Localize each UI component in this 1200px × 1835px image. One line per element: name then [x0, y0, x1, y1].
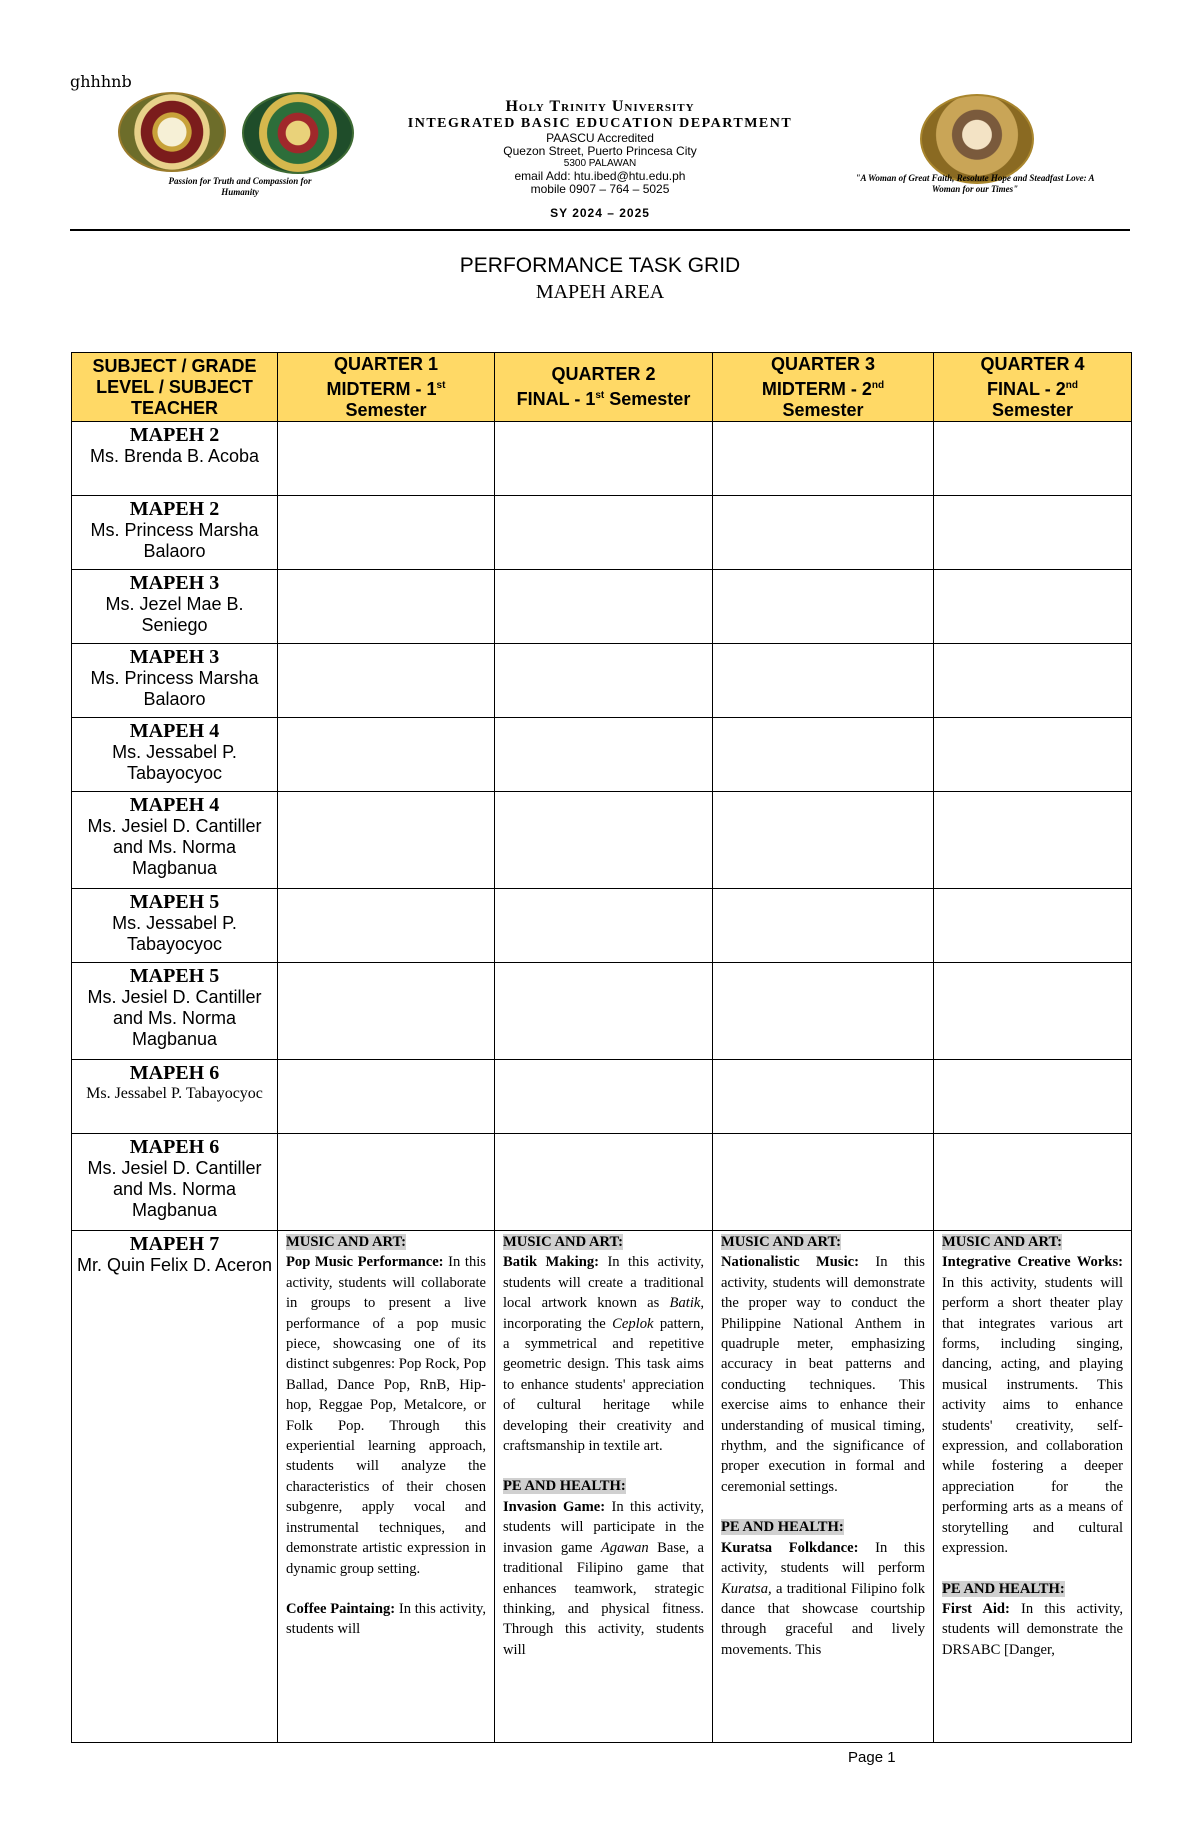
q1-cell	[278, 718, 495, 792]
subject-code: MAPEH 4	[129, 720, 220, 742]
task-description: In this activity, students will create a traditional local artwork known as	[503, 1254, 704, 1312]
q1-cell	[278, 1134, 495, 1231]
q4-sem: Semester	[991, 399, 1074, 420]
q1-term: MIDTERM - 1	[326, 378, 437, 399]
table-row	[72, 792, 1132, 889]
q1-sem: Semester	[345, 399, 427, 420]
left-motto: Passion for Truth and Compassion for Humanity	[168, 176, 312, 197]
task-term: Agawan	[600, 1539, 649, 1556]
q4-cell	[934, 496, 1132, 570]
teacher-name: Ms. Jesiel D. Cantiller and Ms. Norma Magbanua	[87, 987, 262, 1049]
q3-term: MIDTERM - 2	[761, 378, 872, 399]
task-title: Coffee Paintaing:	[286, 1600, 396, 1617]
column-header-quarter-2	[495, 353, 713, 422]
postal-address: 5300 PALAWAN	[563, 158, 637, 169]
table-row	[72, 889, 1132, 963]
table-header-row	[72, 353, 1132, 422]
teacher-name: Ms. Jessabel P. Tabayocyoc	[86, 1085, 263, 1102]
q4-sup: nd	[1065, 379, 1078, 391]
table-row	[72, 570, 1132, 644]
street-address: Quezon Street, Puerto Princesa City	[503, 144, 697, 158]
task-description: Base, a traditional Filipino game that enhances teamwork, strategic thinking, and physical fitness. Through this activity, students will	[503, 1539, 704, 1658]
table-row	[72, 422, 1132, 496]
q1-cell	[278, 889, 495, 963]
teacher-name: Ms. Jesiel D. Cantiller and Ms. Norma Magbanua	[87, 1158, 262, 1220]
table-row-mapeh-7	[72, 1231, 1132, 1743]
q1-cell	[278, 644, 495, 718]
task-description: In this activity, students will demonstrate the proper way to conduct the Philippine National Anthem in quadruple meter, emphasizing accuracy in beat patterns and conducting techniques. This exercise aims to enhance their understanding of musical timing, rhythm, and the significance of proper execution in formal and ceremonial settings.	[721, 1254, 925, 1495]
q3-sup: nd	[871, 379, 885, 391]
task-description: incorporating the	[503, 1315, 613, 1332]
task-term: Kuratsa,	[721, 1580, 772, 1597]
column-header-subject: SUBJECT / GRADE LEVEL / SUBJECT TEACHER	[72, 353, 278, 422]
task-title: Kuratsa Folkdance:	[721, 1539, 859, 1556]
q1-cell	[278, 963, 495, 1060]
subject-cell	[72, 1134, 278, 1231]
music-art-label: MUSIC AND ART:	[503, 1234, 624, 1250]
university-seal-icon	[118, 92, 226, 172]
q1-cell	[278, 1060, 495, 1134]
subject-cell	[72, 718, 278, 792]
teacher-name: Ms. Jessabel P. Tabayocyoc	[112, 742, 237, 783]
teacher-name: Ms. Jezel Mae B. Seniego	[105, 594, 244, 635]
table-row	[72, 644, 1132, 718]
q2-cell	[495, 1134, 713, 1231]
page-title: PERFORMANCE TASK GRID	[459, 254, 741, 277]
music-art-label: MUSIC AND ART:	[942, 1234, 1063, 1250]
q4-cell	[934, 644, 1132, 718]
task-description: In this activity, students will	[286, 1600, 486, 1638]
teacher-name: Mr. Quin Felix D. Aceron	[76, 1255, 273, 1275]
subject-cell	[72, 570, 278, 644]
subject-cell	[72, 963, 278, 1060]
task-description: a traditional Filipino folk dance that showcase courtship through graceful and lively movements. This	[721, 1580, 925, 1658]
q1-label: QUARTER 1	[333, 353, 438, 374]
q4-label: QUARTER 4	[980, 353, 1085, 374]
q3-sem: Semester	[782, 399, 864, 420]
pe-health-label: PE AND HEALTH:	[942, 1580, 1065, 1597]
column-header-quarter-4	[934, 353, 1132, 422]
patron-portrait-icon	[920, 94, 1034, 184]
subject-code: MAPEH 2	[129, 498, 220, 520]
q2-cell	[495, 422, 713, 496]
subject-code: MAPEH 3	[129, 646, 220, 668]
q2-task-cell	[495, 1231, 713, 1743]
q3-cell	[713, 792, 934, 889]
q2-term: FINAL - 1	[516, 389, 596, 409]
university-name: Holy Trinity University	[505, 98, 695, 115]
q2-label: QUARTER 2	[551, 364, 656, 384]
task-title: Pop Music Performance:	[286, 1254, 444, 1271]
q3-cell	[713, 496, 934, 570]
subject-code: MAPEH 5	[129, 891, 220, 913]
q3-cell	[713, 1060, 934, 1134]
subject-code: MAPEH 2	[129, 424, 220, 446]
page-number: Page 1	[848, 1749, 896, 1766]
q4-cell	[934, 792, 1132, 889]
q2-cell	[495, 570, 713, 644]
q2-cell	[495, 792, 713, 889]
subject-cell	[72, 1231, 278, 1743]
q2-cell	[495, 644, 713, 718]
q4-cell	[934, 889, 1132, 963]
q4-task-cell	[934, 1231, 1132, 1743]
subject-cell	[72, 792, 278, 889]
q1-cell	[278, 422, 495, 496]
column-header-quarter-1	[278, 353, 495, 422]
task-title: Integrative Creative Works:	[942, 1254, 1123, 1271]
teacher-name: Ms. Princess Marsha Balaoro	[90, 520, 259, 561]
q2-cell	[495, 889, 713, 963]
q4-cell	[934, 570, 1132, 644]
task-description: In this activity, students will demonstrate the DRSABC [Danger,	[942, 1600, 1123, 1658]
school-year: SY 2024 – 2025	[550, 206, 650, 220]
q4-cell	[934, 1060, 1132, 1134]
task-title: Nationalistic Music:	[721, 1254, 859, 1271]
table-row	[72, 1060, 1132, 1134]
q2-sup: st	[595, 390, 605, 401]
right-motto: "A Woman of Great Faith, Resolute Hope and Steadfast Love: A Woman for our Times"	[855, 173, 1095, 194]
task-term: Ceplok	[612, 1315, 654, 1332]
task-description: pattern, a symmetrical and repetitive geometric design. This task aims to enhance students' appreciation of cultural heritage while developing their creativity and craftsmanship in textile art.	[503, 1315, 704, 1455]
header-divider	[70, 229, 1130, 231]
q1-task-cell	[278, 1231, 495, 1743]
page-subtitle: MAPEH AREA	[535, 281, 665, 303]
q3-label: QUARTER 3	[770, 353, 875, 374]
q2-cell	[495, 496, 713, 570]
task-description: In this activity, students will participate in the invasion game	[503, 1498, 704, 1556]
pe-health-label: PE AND HEALTH:	[503, 1478, 626, 1495]
q3-task-cell	[713, 1231, 934, 1743]
subject-code: MAPEH 5	[129, 965, 220, 987]
subject-code: MAPEH 7	[129, 1233, 220, 1255]
letterhead	[390, 98, 810, 220]
task-title: First Aid:	[942, 1600, 1010, 1617]
subject-cell	[72, 644, 278, 718]
teacher-name: Ms. Princess Marsha Balaoro	[90, 668, 259, 709]
q3-cell	[713, 422, 934, 496]
task-title: Invasion Game:	[503, 1498, 606, 1515]
department-name: INTEGRATED BASIC EDUCATION DEPARTMENT	[407, 116, 793, 131]
corner-text: ghhhnb	[70, 72, 132, 91]
task-description: In this activity, students will perform a short theater play that integrates various art forms, including singing, dancing, acting, and playing musical instruments. This activity aims to enhance students' creativity, self-expression, and collaboration while fostering a deeper appreciation for the performing arts as a means of storytelling and cultural expression.	[942, 1274, 1123, 1557]
table-row	[72, 1134, 1132, 1231]
subject-cell	[72, 1060, 278, 1134]
q3-cell	[713, 1134, 934, 1231]
teacher-name: Ms. Jesiel D. Cantiller and Ms. Norma Magbanua	[87, 816, 262, 878]
q3-cell	[713, 570, 934, 644]
teacher-name: Ms. Jessabel P. Tabayocyoc	[112, 913, 237, 954]
subject-code: MAPEH 6	[129, 1062, 220, 1084]
table-row	[72, 718, 1132, 792]
q1-sup: st	[436, 379, 446, 391]
q4-term: FINAL - 2	[987, 378, 1066, 399]
q1-cell	[278, 792, 495, 889]
subject-cell	[72, 496, 278, 570]
q3-cell	[713, 889, 934, 963]
task-description: In this activity, students will perform	[721, 1539, 925, 1577]
q3-cell	[713, 718, 934, 792]
subject-code: MAPEH 6	[129, 1136, 220, 1158]
q2-sem: Semester	[609, 389, 691, 409]
q1-cell	[278, 496, 495, 570]
mobile-number: mobile 0907 – 764 – 5025	[530, 182, 670, 196]
q2-cell	[495, 963, 713, 1060]
q2-cell	[495, 718, 713, 792]
column-header-quarter-3	[713, 353, 934, 422]
table-row	[72, 963, 1132, 1060]
q2-cell	[495, 1060, 713, 1134]
subject-cell	[72, 422, 278, 496]
q3-cell	[713, 644, 934, 718]
music-art-label: MUSIC AND ART:	[721, 1234, 842, 1250]
q3-cell	[713, 963, 934, 1060]
q1-cell	[278, 570, 495, 644]
subject-code: MAPEH 3	[129, 572, 220, 594]
subject-code: MAPEH 4	[129, 794, 220, 816]
q4-cell	[934, 963, 1132, 1060]
task-description: In this activity, students will collaborate in groups to present a live performance of a pop music piece, showcasing one of its distinct subgenres: Pop Rock, Pop Ballad, Dance Pop, RnB, Hip-hop, Reggae Pop, Metalcore, or Folk Pop. Through this experiential learning approach, students will analyze the characteristics of their chosen subgenre, apply vocal and instrumental techniques, and demonstrate artistic expression in dynamic group setting.	[286, 1254, 486, 1577]
music-art-label: MUSIC AND ART:	[286, 1234, 407, 1250]
pe-health-label: PE AND HEALTH:	[721, 1519, 844, 1536]
table-row	[72, 496, 1132, 570]
q4-cell	[934, 718, 1132, 792]
email-address: email Add: htu.ibed@htu.edu.ph	[514, 169, 686, 183]
subject-cell	[72, 889, 278, 963]
q4-cell	[934, 422, 1132, 496]
task-term: Batik,	[669, 1295, 704, 1312]
ibed-seal-icon	[242, 92, 354, 174]
performance-task-table	[71, 352, 1132, 1743]
task-title: Batik Making:	[503, 1254, 600, 1271]
q4-cell	[934, 1134, 1132, 1231]
teacher-name: Ms. Brenda B. Acoba	[89, 446, 260, 466]
accreditation: PAASCU Accredited	[546, 131, 654, 145]
